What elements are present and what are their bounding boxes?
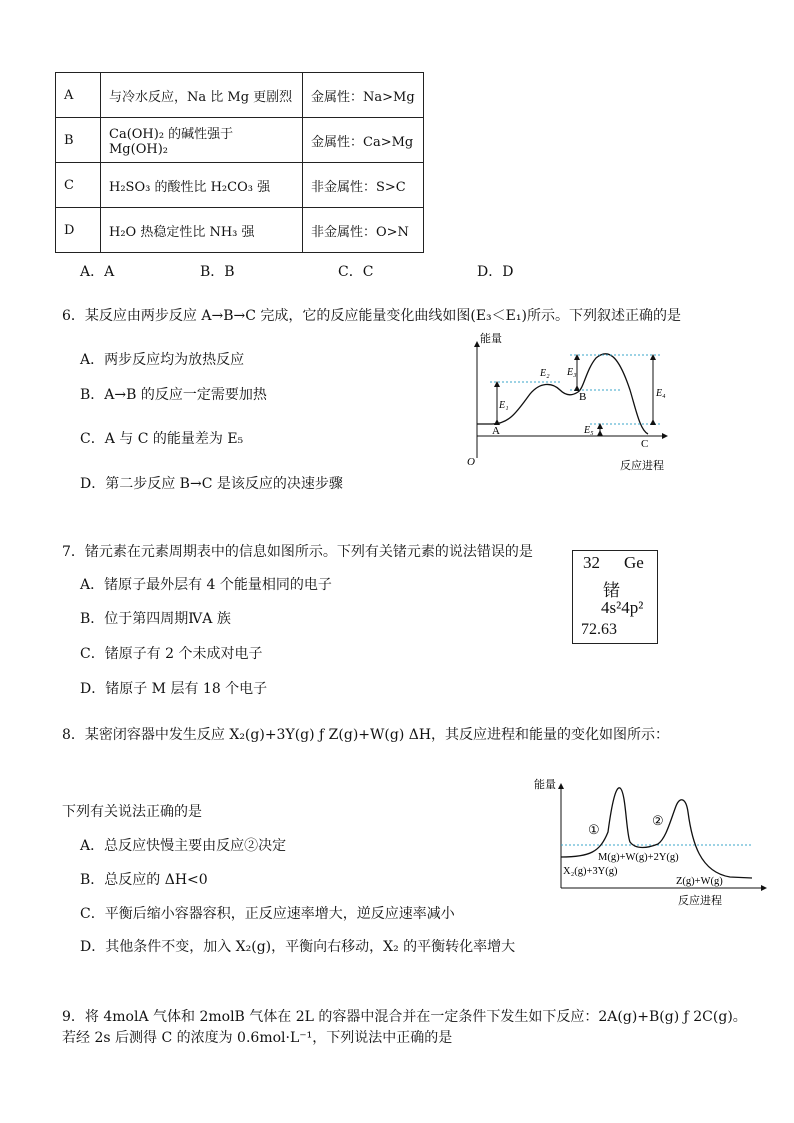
q7-option-c[interactable]: C．锗原子有 2 个未成对电子: [80, 646, 263, 662]
row-conclusion: 非金属性：S>C: [303, 163, 424, 208]
products-label: Z(g)+W(g): [676, 876, 723, 887]
choice-a[interactable]: A．A: [80, 264, 115, 280]
point-a: A: [492, 425, 500, 437]
row-label: B: [56, 118, 101, 163]
step-1-label: ①: [588, 822, 600, 837]
intermediate-label: M(g)+W(g)+2Y(g): [598, 852, 679, 863]
label-e2: E₂: [540, 368, 550, 379]
element-symbol: Ge: [624, 553, 644, 572]
origin-label: O: [467, 456, 475, 468]
x-axis-label: 反应进程: [620, 460, 664, 472]
label-e4: E₄: [656, 388, 666, 399]
row-label: C: [56, 163, 101, 208]
row-fact: H₂SO₃ 的酸性比 H₂CO₃ 强: [101, 163, 303, 208]
label-e1: E₁: [499, 400, 509, 411]
y-axis-label: 能量: [534, 779, 556, 791]
row-label: D: [56, 208, 101, 253]
atomic-number: 32: [583, 553, 600, 572]
q7-option-b[interactable]: B．位于第四周期ⅣA 族: [80, 611, 231, 627]
q6-stem: 6．某反应由两步反应 A→B→C 完成，它的反应能量变化曲线如图(E₃＜E₁)所示。下列叙述正确的是: [62, 308, 681, 324]
y-axis-label: 能量: [480, 333, 502, 345]
q8-option-c[interactable]: C．平衡后缩小容器容积，正反应速率增大，逆反应速率减小: [80, 906, 455, 922]
point-c: C: [641, 438, 649, 450]
table-row: [56, 163, 424, 208]
choice-d[interactable]: D．D: [477, 264, 514, 280]
q8-energy-diagram: [530, 772, 770, 912]
step-2-label: ②: [652, 813, 664, 828]
options-table: [55, 72, 424, 253]
element-card: [572, 550, 658, 644]
row-fact: Ca(OH)₂ 的碱性强于 Mg(OH)₂: [101, 118, 303, 163]
reactants-label: X₂(g)+3Y(g): [563, 866, 618, 877]
q9-line-2: 若经 2s 后测得 C 的浓度为 0.6mol·L⁻¹，下列说法中正确的是: [62, 1030, 453, 1046]
row-fact: 与冷水反应，Na 比 Mg 更剧烈: [101, 73, 303, 118]
q8-lead: 下列有关说法正确的是: [62, 804, 202, 820]
element-name: 锗: [603, 581, 620, 601]
q6-option-d[interactable]: D．第二步反应 B→C 是该反应的决速步骤: [80, 476, 343, 492]
choice-b[interactable]: B．B: [200, 264, 235, 280]
table-row: [56, 118, 424, 163]
x-axis-label: 反应进程: [678, 895, 722, 907]
table-row: [56, 208, 424, 253]
row-conclusion: 金属性：Na>Mg: [303, 73, 424, 118]
table-row: [56, 73, 424, 118]
q9-line-1: 9．将 4molA 气体和 2molB 气体在 2L 的容器中混合并在一定条件下发生如下反应：2A(g)+B(g) ƒ 2C(g)。: [62, 1009, 747, 1025]
atomic-mass: 72.63: [581, 621, 617, 638]
q8-option-a[interactable]: A．总反应快慢主要由反应②决定: [80, 838, 287, 854]
label-e3: E₃: [567, 367, 577, 378]
electron-config: 4s²4p²: [601, 598, 644, 617]
label-e5: E₅: [584, 425, 594, 436]
q7-stem: 7．锗元素在元素周期表中的信息如图所示。下列有关锗元素的说法错误的是: [62, 544, 533, 560]
q7-option-d[interactable]: D．锗原子 M 层有 18 个电子: [80, 681, 268, 697]
q6-option-a[interactable]: A．两步反应均为放热反应: [80, 352, 245, 368]
choice-c[interactable]: C．C: [338, 264, 374, 280]
reaction-curve: [477, 354, 648, 434]
q8-option-b[interactable]: B．总反应的 ΔH<0: [80, 872, 208, 888]
q8-option-d[interactable]: D．其他条件不变，加入 X₂(g)，平衡向右移动，X₂ 的平衡转化率增大: [80, 939, 516, 955]
q7-option-a[interactable]: A．锗原子最外层有 4 个能量相同的电子: [80, 577, 332, 593]
q6-energy-diagram: [460, 330, 680, 475]
row-conclusion: 金属性：Ca>Mg: [303, 118, 424, 163]
q6-option-c[interactable]: C．A 与 C 的能量差为 E₅: [80, 431, 244, 447]
point-b: B: [579, 391, 587, 403]
q6-option-b[interactable]: B．A→B 的反应一定需要加热: [80, 387, 267, 403]
row-fact: H₂O 热稳定性比 NH₃ 强: [101, 208, 303, 253]
row-conclusion: 非金属性：O>N: [303, 208, 424, 253]
q8-stem: 8．某密闭容器中发生反应 X₂(g)+3Y(g) ƒ Z(g)+W(g) ΔH，其反应进程和能量的变化如图所示：: [62, 727, 670, 743]
row-label: A: [56, 73, 101, 118]
